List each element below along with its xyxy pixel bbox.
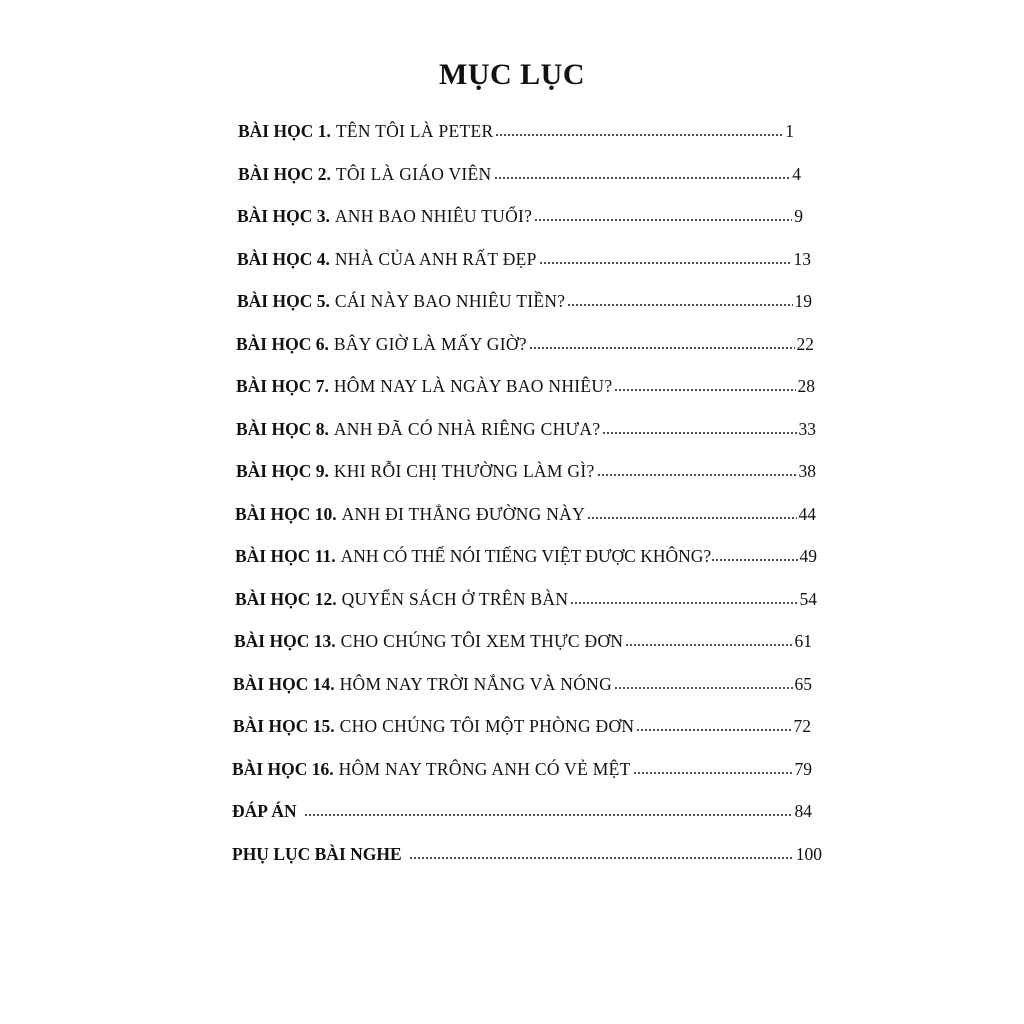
toc-entry-title: CÁI NÀY BAO NHIÊU TIỀN? (334, 291, 566, 311)
toc-entry-page: 54 (799, 588, 817, 609)
toc-entry (0, 754, 812, 797)
toc-entry-page: 9 (794, 206, 803, 226)
toc-entry-label: BÀI HỌC 12. (235, 588, 337, 609)
toc-entry-title: KHI RỖI CHỊ THƯỜNG LÀM GÌ? (333, 461, 595, 481)
dot-leader (570, 602, 797, 604)
toc-entry-title: TÔI LÀ GIÁO VIÊN (335, 163, 492, 184)
dot-leader (636, 729, 791, 731)
toc-entry-title: CHO CHÚNG TÔI MỘT PHÒNG ĐƠN (339, 716, 635, 736)
toc-entry-title: HÔM NAY LÀ NGÀY BAO NHIÊU? (333, 376, 613, 396)
toc-entry (0, 329, 814, 372)
toc-entry-page: 13 (793, 248, 811, 269)
toc-entry-label: BÀI HỌC 2. (238, 163, 331, 184)
toc-entry-title: HÔM NAY TRỜI NẮNG VÀ NÓNG (339, 673, 613, 694)
dot-leader (711, 559, 799, 561)
toc-entry-page: 84 (794, 801, 812, 821)
toc-entry-label: BÀI HỌC 5. (237, 291, 330, 311)
toc-entry (0, 244, 811, 287)
toc-entry-label: BÀI HỌC 6. (236, 333, 329, 354)
toc-entry-label: BÀI HỌC 10. (235, 503, 337, 524)
toc-entry-label: BÀI HỌC 16. (232, 758, 334, 779)
toc-entry-title: NHÀ CỦA ANH RẤT ĐẸP (334, 248, 537, 269)
toc-entry-label: BÀI HỌC 9. (236, 461, 329, 481)
toc-entry-page: 61 (794, 631, 812, 651)
toc-entry-title: HÔM NAY TRÔNG ANH CÓ VẺ MỆT (338, 758, 631, 779)
dot-leader (534, 219, 792, 221)
toc-entry-label: PHỤ LỤC BÀI NGHE (232, 843, 402, 864)
toc-entry (0, 371, 815, 414)
toc-entry-page: 38 (798, 461, 816, 481)
toc-entry-title: CHO CHÚNG TÔI XEM THỰC ĐƠN (340, 631, 624, 651)
toc-entry-page: 28 (797, 376, 815, 396)
toc-entry-title: ANH ĐI THẲNG ĐƯỜNG NÀY (341, 503, 586, 524)
toc-entry-label: BÀI HỌC 14. (233, 673, 335, 694)
dot-leader (614, 687, 792, 689)
toc-entry (0, 201, 803, 244)
dot-leader (529, 347, 795, 349)
toc-entry-page: 65 (794, 673, 812, 694)
toc-entry-title: TÊN TÔI LÀ PETER (335, 121, 494, 141)
toc-entry-page: 4 (792, 163, 801, 184)
toc-entry (0, 116, 794, 159)
dot-leader (587, 517, 796, 519)
dot-leader (494, 177, 791, 179)
toc-entry (0, 541, 817, 584)
toc-entry (0, 286, 812, 329)
toc-entry-title: ANH BAO NHIÊU TUỔI? (334, 206, 533, 226)
toc-entry-page: 49 (799, 546, 817, 566)
dot-leader (409, 857, 794, 859)
toc-entry-page: 79 (794, 758, 812, 779)
dot-leader (304, 814, 793, 816)
toc-entry-page: 1 (785, 121, 794, 141)
table-of-contents (0, 116, 1024, 881)
toc-entry-title: BÂY GIỜ LÀ MẤY GIỜ? (333, 333, 527, 354)
dot-leader (567, 304, 792, 306)
toc-entry-label: BÀI HỌC 1. (238, 121, 331, 141)
toc-entry-page: 100 (795, 843, 822, 864)
toc-entry-label: BÀI HỌC 3. (237, 206, 330, 226)
dot-leader (633, 772, 793, 774)
dot-leader (539, 262, 792, 264)
toc-entry-page: 33 (798, 418, 816, 439)
toc-entry (0, 414, 816, 457)
toc-entry (0, 839, 822, 882)
toc-entry-page: 19 (794, 291, 812, 311)
dot-leader (602, 432, 796, 434)
dot-leader (614, 389, 795, 391)
toc-entry-title: QUYỂN SÁCH Ở TRÊN BÀN (341, 588, 569, 609)
toc-entry-title: ANH CÓ THỂ NÓI TIẾNG VIỆT ĐƯỢC KHÔNG? (340, 546, 712, 566)
toc-entry (0, 499, 816, 542)
dot-leader (495, 134, 783, 136)
toc-entry-page: 44 (798, 503, 816, 524)
toc-entry-label: BÀI HỌC 8. (236, 418, 329, 439)
toc-entry-label: BÀI HỌC 11. (235, 546, 336, 566)
dot-leader (625, 644, 792, 646)
toc-entry (0, 711, 811, 754)
toc-entry-label: ĐÁP ÁN (232, 801, 297, 821)
toc-entry-title: ANH ĐÃ CÓ NHÀ RIÊNG CHƯA? (333, 418, 601, 439)
toc-entry-page: 22 (796, 333, 814, 354)
toc-entry (0, 669, 812, 712)
toc-entry-label: BÀI HỌC 15. (233, 716, 335, 736)
toc-entry-page: 72 (793, 716, 811, 736)
toc-entry (0, 584, 817, 627)
toc-entry-label: BÀI HỌC 4. (237, 248, 330, 269)
dot-leader (597, 474, 797, 476)
toc-entry-label: BÀI HỌC 7. (236, 376, 329, 396)
toc-entry-label: BÀI HỌC 13. (234, 631, 336, 651)
page-title: MỤC LỤC (439, 58, 585, 91)
toc-entry (0, 796, 812, 839)
toc-entry (0, 159, 801, 202)
toc-entry (0, 626, 812, 669)
toc-entry (0, 456, 816, 499)
